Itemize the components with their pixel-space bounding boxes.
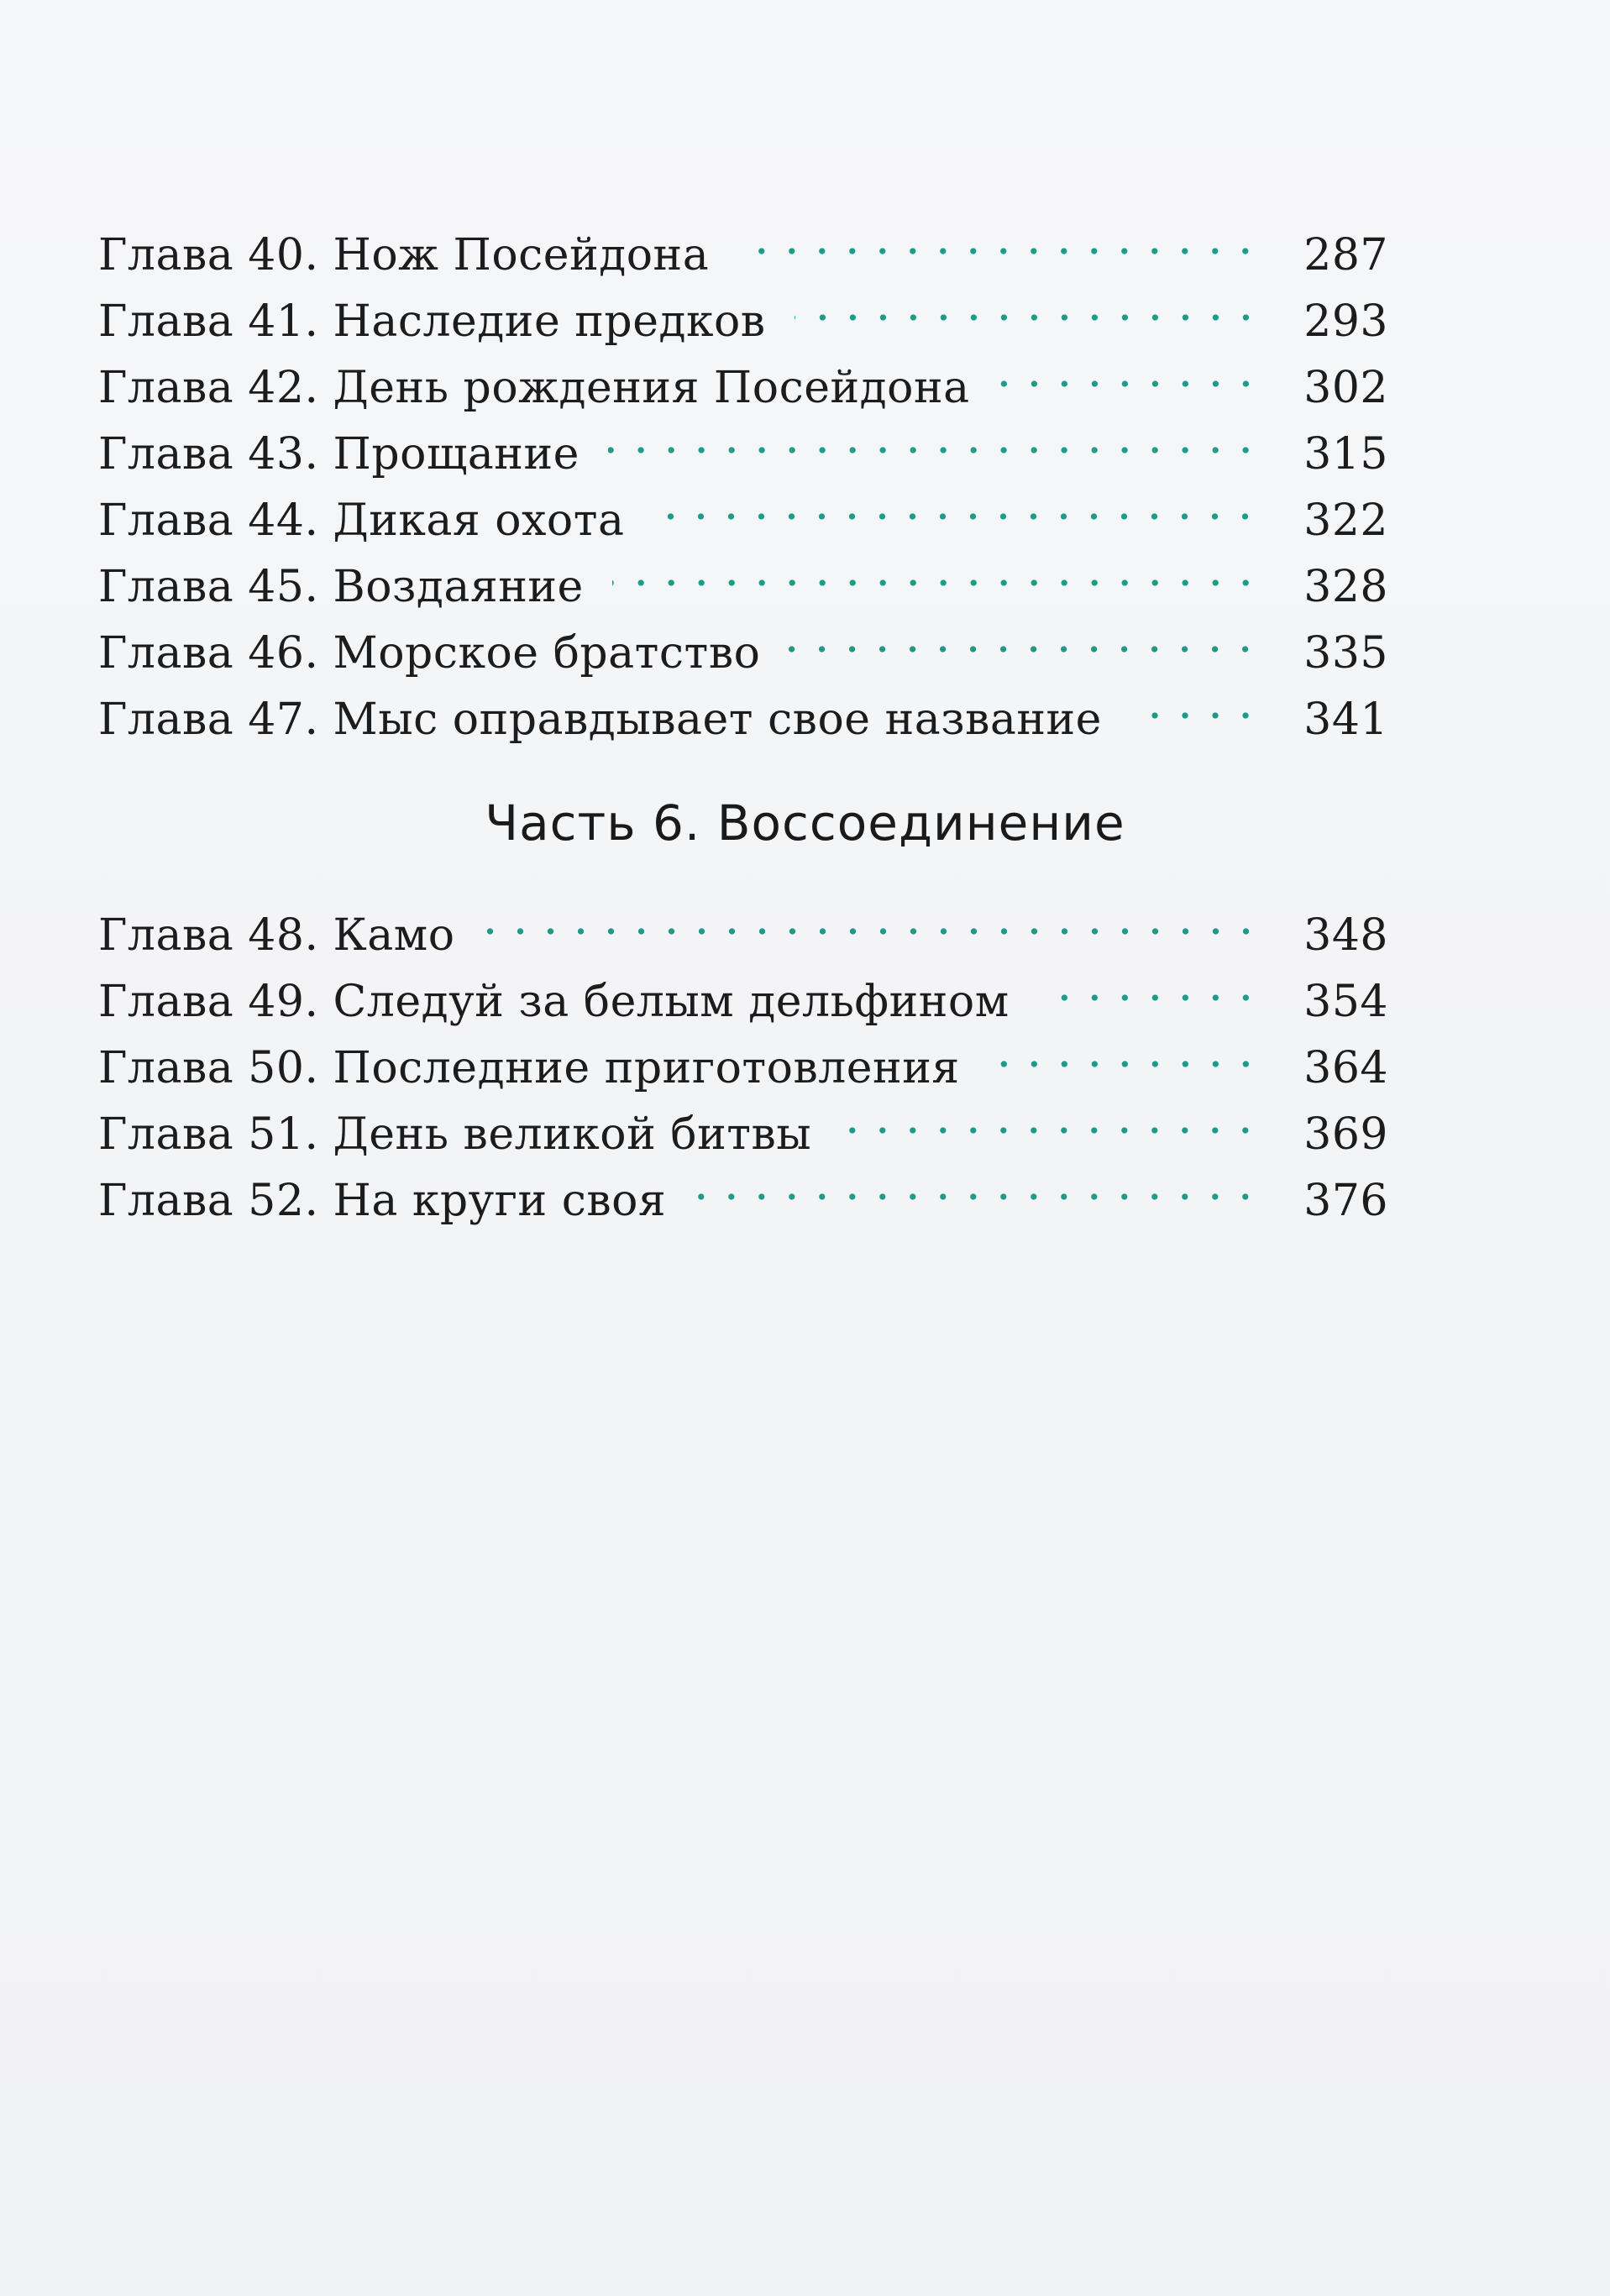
- page-number: 328: [1303, 562, 1388, 612]
- chapter-title: Глава 41. Наследие предков: [98, 296, 766, 347]
- chapter-title: Глава 42. День рождения Посейдона: [98, 363, 970, 413]
- table-of-contents-part-5: [98, 203, 1388, 745]
- chapter-title: Глава 49. Следуй за белым дельфином: [98, 977, 1010, 1027]
- page-number: 369: [1303, 1109, 1388, 1160]
- dot-leader: [646, 469, 1272, 535]
- dot-leader: [782, 601, 1272, 668]
- chapter-title: Глава 43. Прощание: [98, 429, 579, 480]
- page-number: 354: [1303, 977, 1388, 1027]
- dot-leader: [601, 402, 1272, 469]
- page-number: 322: [1303, 495, 1388, 546]
- dot-leader: [982, 1016, 1272, 1082]
- chapter-title: Глава 48. Камо: [98, 910, 455, 961]
- dot-leader: [1031, 950, 1272, 1016]
- dot-leader: [992, 336, 1272, 402]
- page-number: 348: [1303, 910, 1388, 961]
- page-number: 293: [1303, 296, 1388, 347]
- page-number: 376: [1303, 1176, 1388, 1226]
- dot-leader: [1124, 668, 1272, 734]
- chapter-title: Глава 45. Воздаяние: [98, 562, 584, 612]
- table-of-contents-part-6: [98, 883, 1388, 1226]
- dot-leader: [688, 1149, 1272, 1215]
- page-number: 364: [1303, 1043, 1388, 1093]
- chapter-title: Глава 51. День великой битвы: [98, 1109, 812, 1160]
- toc-entry: [98, 203, 1388, 280]
- page-number: 341: [1303, 695, 1388, 745]
- toc-entry: [98, 883, 1388, 961]
- part-heading: Часть 6. Воссоединение: [485, 794, 1125, 852]
- page-number: 302: [1303, 363, 1388, 413]
- page-number: 315: [1303, 429, 1388, 480]
- chapter-title: Глава 50. Последние приготовления: [98, 1043, 960, 1093]
- chapter-title: Глава 47. Мыс оправдывает свое название: [98, 695, 1102, 745]
- chapter-title: Глава 40. Нож Посейдона: [98, 230, 710, 280]
- chapter-title: Глава 52. На круги своя: [98, 1176, 667, 1226]
- dot-leader: [477, 883, 1273, 950]
- dot-leader: [731, 203, 1272, 270]
- dot-leader: [606, 535, 1272, 601]
- dot-leader: [788, 270, 1272, 336]
- dot-leader: [833, 1082, 1272, 1149]
- chapter-title: Глава 44. Дикая охота: [98, 495, 625, 546]
- page-number: 287: [1303, 230, 1388, 280]
- page-number: 335: [1303, 628, 1388, 679]
- chapter-title: Глава 46. Морское братство: [98, 628, 761, 679]
